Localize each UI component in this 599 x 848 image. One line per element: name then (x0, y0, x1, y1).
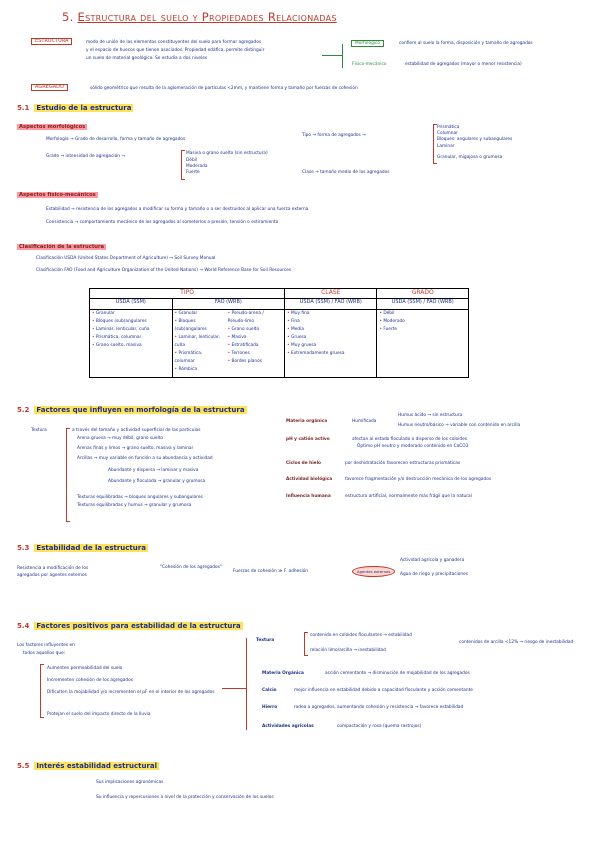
connector-line (246, 638, 247, 730)
tipo-item: Laminar (437, 144, 455, 149)
s54-intro-2: todos aquellos que: (23, 651, 66, 656)
agregado-def: sólido geométrico que resulta de la aglomeración de partículas <2mm, y mantiene forma y tamaño por fuerzas de cohesión (90, 86, 358, 91)
agentes-item: Actividad agrícola y ganadera (400, 558, 465, 563)
s54-materia-text: acción cementante → disminución de mojabilidad de los agregados (325, 671, 470, 676)
ph-text: afectan al estado floculado o disperso de los coloides. (352, 437, 469, 442)
subheading-morfologicos: Aspectos morfológicos (19, 124, 86, 130)
clasif-fao: Clasificación FAO (Food and Agriculture Organization of the United Nations) → World Reference Base for Soil Resources (36, 268, 292, 273)
table-header-tipo: TIPO (90, 289, 285, 299)
section-heading-5-5: 5.5 Interés estabilidad estructural (17, 762, 158, 770)
subheading-fisico: Aspectos físico-mecánicos (19, 192, 96, 198)
textura-label: Textura (31, 428, 47, 433)
grado-row: Grado → intensidad de agregación → (46, 154, 125, 159)
page-title-text: Estructura del suelo y Propiedades Relacionadas (77, 10, 337, 24)
s54-actividades-text: compactación y rosa (quema rastrojos) (337, 724, 422, 729)
estabilidad-row: Estabilidad → resistencia de los agregados a modificar su forma y tamaño o a ser destruidos al aplicar una fuerza externa (46, 207, 309, 212)
tipo-item: Columnar (437, 131, 458, 136)
s53-text-2: agregados por agentes externos (17, 573, 87, 578)
page-title: 5. Estructura del suelo y Propiedades Relacionadas (62, 10, 337, 24)
agentes-item: Agua de riego y precipitaciones (400, 572, 468, 577)
tipo-row: Tipo → forma de agregados → (302, 133, 366, 138)
section-heading-5-2: 5.2 Factores que influyen en morfología de la estructura (17, 406, 245, 414)
agentes-bubble: Agentes externos (352, 566, 395, 577)
grado-item: Moderada (186, 164, 208, 169)
s54-hierro-text: rodea a agregados, aumentando cohesión y resistencia → favorece estabilidad (294, 705, 464, 710)
grado-item: Masiva o grano suelto (sin estructura) (186, 151, 268, 156)
table-subheader-usda: USDA (SSM) (90, 299, 173, 310)
textura-item: Arenas finas y limos → grano suelto, masiva y laminar (77, 446, 194, 451)
table-cell-usda: • Granular • Bloques (sub)angulares • Laminar, lenticular, cuña • Prismática, columnar • Grano suelto, masiva (90, 310, 173, 378)
bracket (304, 632, 308, 656)
fuerzas-text: Fuerzas de cohesión ≫ F. adhesión (233, 569, 308, 574)
ph-label: pH y catión activo (286, 437, 330, 442)
s54-calcio-label: Calcio (262, 688, 277, 693)
ciclos-label: Ciclos de hielo (286, 461, 322, 466)
estructura-def-3: un suelo de material geológico. Se estudia a dos niveles (86, 56, 208, 61)
humificada-label: Humificada (352, 419, 377, 424)
table-subheader-clase: USDA (SSM) / FAO (WRB) (285, 299, 377, 310)
table-header-grado: GRADO (377, 289, 469, 299)
morfologico-text: confiere al suelo la forma, disposición y tamaño de agregados (399, 41, 533, 46)
s53-text-1: Resistencia a modificación de los (17, 566, 89, 571)
s54-intro-1: Los factores influyentes en (17, 643, 75, 648)
cohesion-text: "Cohesión de los agregados" (160, 565, 222, 570)
influencia-label: Influencia humana (286, 494, 331, 499)
s55-line-1: Sus implicaciones agronómicas (96, 780, 164, 785)
s54-item: Aumenten permeabilidad del suelo (47, 666, 123, 671)
bracket (181, 150, 185, 180)
ph-text-2: Óptimo pH neutro y moderado contenido en CaCO3 (357, 444, 469, 449)
morfologia-row: Morfología → Grado de desarrollo, forma y tamaño de agregados (46, 137, 186, 142)
consistencia-row: Consistencia → comportamiento mecánico de los agregados al someterlos a presión, tensión o estiramiento (46, 220, 279, 225)
table-header-clase: CLASE (285, 289, 377, 299)
textura-item: Texturas equilibradas y humus → granular y grumosa (77, 503, 192, 508)
actividad-text: favorece fragmentación y/o destrucción mecánica de los agregados (345, 477, 492, 482)
section-heading-5-4: 5.4 Factores positivos para estabilidad de la estructura (17, 622, 241, 630)
s54-item: Incrementen cohesión de los agregados (47, 678, 133, 683)
grado-item: Fuerte (186, 170, 200, 175)
humus-acido: Humus ácido → sin estructura (398, 413, 463, 418)
estructura-label: ESTRUCTURA (31, 38, 72, 45)
tipo-item: Prismática (437, 125, 460, 130)
textura-item: Texturas equilibradas → bloques angulares y subangulares (77, 495, 203, 500)
tipo-item: Bloques: angulares y subangulares (437, 137, 513, 142)
bracket (66, 428, 70, 522)
clase-row: Clase → tamaño medio de los agregados (302, 170, 390, 175)
agregado-label: AGREGADO (31, 84, 68, 91)
s54-actividades-label: Actividades agrícolas (262, 724, 314, 729)
table-cell-grado: • Débil • Moderado • Fuerte (377, 310, 469, 378)
s54-materia-label: Materia Orgánica (262, 671, 304, 676)
table-cell-fao: • Granular • Bloques (sub)angulares • Laminar, lenticular, cuña • Prismática, columnar • Rómbica • Pseudo-arena / Pseudo-limo • Grano suelto • Masiva • Estratificada • Terrones • Bordes planos (172, 310, 285, 378)
section-heading-5-1: 5.1 Estudio de la estructura (17, 104, 132, 112)
actividad-label: Actividad biológica (286, 477, 333, 482)
section-heading-5-3: 5.3 Estabilidad de la estructura (17, 544, 146, 552)
estructura-def-2: y el espacio de huecos que tienen asociados. Propiedad edáfica, permite distinguir (86, 48, 265, 53)
structure-table (89, 288, 469, 378)
subheading-clasificacion: Clasificación de la estructura (19, 244, 105, 250)
s54-textura-1: contenido en coloides floculantes → estabilidad (310, 633, 412, 638)
table-cell-clase: • Muy fina • Fina • Media • Gruesa • Muy gruesa • Extremadamente gruesa (285, 310, 377, 378)
s55-line-2: Su influencia y repercusiones a nivel de la protección y conservación de los suelos (96, 795, 274, 800)
s54-hierro-label: Hierro (262, 705, 278, 710)
ciclos-text: por deshidratación favorecen estructuras prismáticas (345, 461, 461, 466)
textura-item: a través del tamaño y actividad superficial de las partículas (72, 428, 201, 433)
influencia-text: estructura artificial, normalmente más frágil que la natural (345, 494, 472, 499)
grado-item: Débil (186, 158, 198, 163)
textura-item: Abundante y floculada → granular y grumosa (108, 479, 206, 484)
s54-textura-result: contenidos de arcilla <12% → riesgo de inestabilidad (459, 640, 574, 645)
connector-line (222, 688, 246, 689)
clasif-usda: Clasificación USDA (United States Department of Agriculture) → Soil Survey Manual (36, 256, 216, 261)
tipo-item: Granular, migajosa o grumosa (437, 155, 503, 160)
connector-line (322, 55, 342, 56)
fisico-label: Físico-mecánico (352, 62, 387, 67)
materia-label: Materia orgánica (286, 419, 328, 424)
s54-item: Protejan el suelo del impacto directo de la lluvia (47, 712, 151, 717)
s54-item: Dificulten la mojabilidad y/o incrementen el pF en el interior de los agregados (47, 690, 215, 695)
s54-calcio-text: mejor influencia en estabilidad debido a capacidad floculante y acción cementante (294, 688, 473, 693)
s54-textura-2: relación limo/arcilla → inestabilidad (310, 648, 386, 653)
humus-neutro: Humus neutro/básico → variable con contenido en arcilla (398, 423, 521, 428)
s54-textura-label: Textura (256, 638, 275, 643)
connector-line (342, 44, 343, 68)
morfologico-label: Morfológico (351, 40, 384, 47)
table-subheader-fao: FAO (WRB) (172, 299, 285, 310)
textura-item: Abundante y dispersa → laminar y masiva (108, 468, 199, 473)
bracket (40, 664, 44, 718)
textura-item: Arena gruesa → muy débil, grano suelto (77, 436, 164, 441)
table-subheader-grado: USDA (SSM) / FAO (WRB) (377, 299, 469, 310)
estructura-def-1: modo de unión de los elementos constituyentes del suelo para formar agregados (86, 40, 262, 45)
textura-item: Arcillas → muy variable en función a su abundancia y actividad (77, 456, 213, 461)
fisico-text: estabilidad de agregados (mayor o menor resistencia) (405, 62, 522, 67)
